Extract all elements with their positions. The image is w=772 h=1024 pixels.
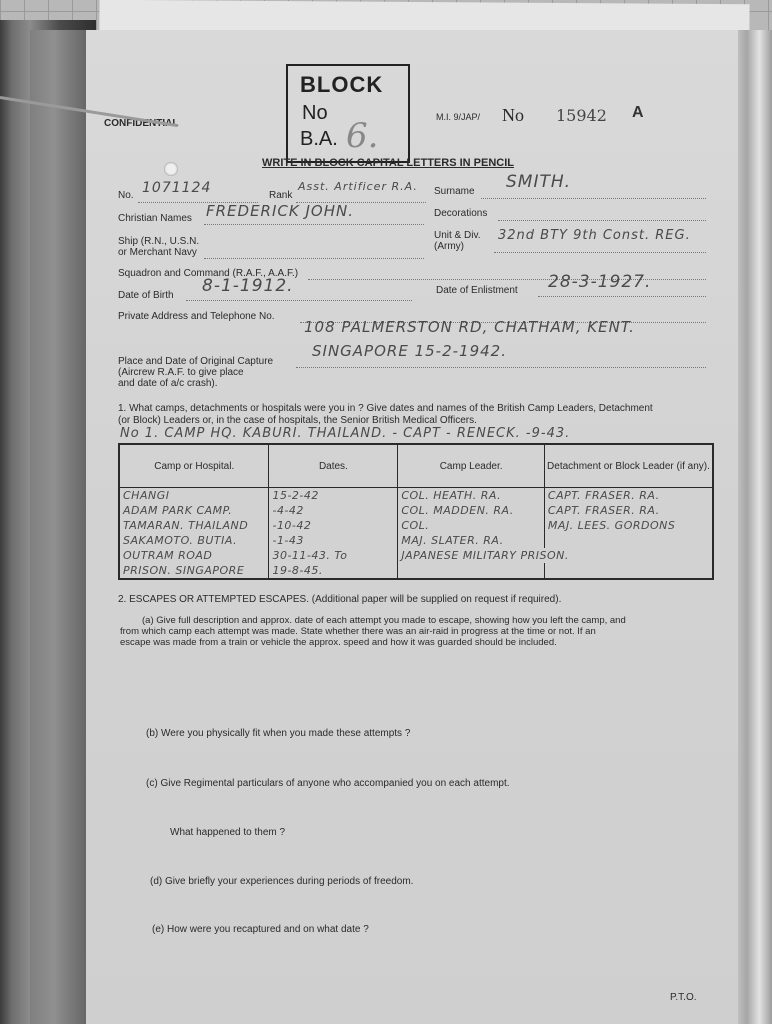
- q1-handwritten: No 1. CAMP HQ. KABURI. THAILAND. - CAPT - RENECK. -9-43.: [120, 426, 571, 441]
- enlistment-label: Date of Enlistment: [436, 285, 518, 296]
- cell: OUTRAM ROAD: [119, 548, 269, 563]
- christian-names-value: FREDERICK JOHN.: [206, 202, 354, 220]
- block-stamp-box: [286, 64, 410, 163]
- q2-e: (e) How were you recaptured and on what date ?: [152, 924, 369, 935]
- binder-pages: [30, 30, 90, 1024]
- enlistment-value: 28-3-1927.: [548, 272, 652, 292]
- surname-value: SMITH.: [506, 172, 572, 192]
- header-camp: Camp or Hospital.: [119, 444, 269, 488]
- cell: JAPANESE MILITARY PRISON.: [398, 548, 713, 563]
- form-sheet: [86, 30, 738, 1024]
- cell: MAJ. SLATER. RA.: [398, 533, 545, 548]
- decorations-label: Decorations: [434, 208, 488, 219]
- punch-hole: [164, 162, 178, 176]
- ship-label-2: or Merchant Navy: [118, 247, 197, 258]
- q2-c-followup: What happened to them ?: [170, 827, 286, 838]
- unit-label-1: Unit & Div.: [434, 230, 481, 241]
- header-detachment: Detachment or Block Leader (if any).: [544, 444, 713, 488]
- cell: CHANGI: [119, 488, 269, 504]
- cell: PRISON. SINGAPORE: [119, 563, 269, 579]
- q2-d: (d) Give briefly your experiences during periods of freedom.: [150, 876, 414, 887]
- block-no: No: [302, 102, 328, 124]
- table-row: [119, 548, 713, 563]
- capture-label-3: and date of a/c crash).: [118, 378, 218, 389]
- cell: CAPT. FRASER. RA.: [544, 488, 713, 504]
- q1-line-2: (or Block) Leaders or, in the case of hospitals, the Senior British Medical Officers.: [118, 415, 477, 426]
- q2-title: 2. ESCAPES OR ATTEMPTED ESCAPES. (Additional paper will be supplied on request if required).: [118, 594, 562, 605]
- capture-label-2: (Aircrew R.A.F. to give place: [118, 367, 244, 378]
- block-title: BLOCK: [300, 72, 384, 97]
- cell: [544, 563, 713, 579]
- cell: 19-8-45.: [269, 563, 398, 579]
- pto-label: P.T.O.: [670, 992, 697, 1003]
- table-row: [119, 563, 713, 579]
- table-row: [119, 533, 713, 548]
- cell: TAMARAN. THAILAND: [119, 518, 269, 533]
- cell: 30-11-43. To: [269, 548, 398, 563]
- table-row: [119, 503, 713, 518]
- instruction-text: WRITE IN BLOCK CAPITAL LETTERS IN PENCIL: [262, 157, 514, 169]
- cell: ADAM PARK CAMP.: [119, 503, 269, 518]
- cell: -4-42: [269, 503, 398, 518]
- header-dates: Dates.: [269, 444, 398, 488]
- cell: COL. HEATH. RA.: [398, 488, 545, 504]
- cell: 15-2-42: [269, 488, 398, 504]
- christian-names-label: Christian Names: [118, 213, 192, 224]
- rank-label: Rank: [269, 190, 293, 201]
- confidential-label: CONFIDENTIAL: [104, 118, 179, 129]
- cell: -1-43: [269, 533, 398, 548]
- table-row: [119, 518, 713, 533]
- address-value: 108 PALMERSTON RD, CHATHAM, KENT.: [304, 318, 635, 336]
- cell: SAKAMOTO. BUTIA.: [119, 533, 269, 548]
- serial-suffix: A: [632, 104, 644, 121]
- cell: CAPT. FRASER. RA.: [544, 503, 713, 518]
- q2-c: (c) Give Regimental particulars of anyone who accompanied you on each attempt.: [146, 778, 510, 789]
- squadron-label: Squadron and Command (R.A.F., A.A.F.): [118, 268, 299, 279]
- address-label: Private Address and Telephone No.: [118, 311, 275, 322]
- rank-value: Asst. Artificer R.A.: [298, 180, 418, 193]
- cell: [544, 533, 713, 548]
- ship-label-1: Ship (R.N., U.S.N.: [118, 236, 200, 247]
- serial-number: 15942: [556, 106, 607, 125]
- capture-label-1: Place and Date of Original Capture: [118, 356, 274, 367]
- dob-label: Date of Birth: [118, 290, 174, 301]
- q1-line-1: 1. What camps, detachments or hospitals were you in ? Give dates and names of the British Camp Leaders, Detachment: [118, 403, 653, 414]
- number-label: No: [502, 105, 524, 125]
- block-number: 6.: [346, 116, 379, 156]
- cell: -10-42: [269, 518, 398, 533]
- q2-a-line-1: (a) Give full description and approx. date of each attempt you made to escape, showing how you left the camp, and: [142, 615, 626, 626]
- table-row: [119, 488, 713, 504]
- q2-b: (b) Were you physically fit when you made these attempts ?: [146, 728, 411, 739]
- surname-label: Surname: [434, 186, 475, 197]
- unit-value: 32nd BTY 9th Const. REG.: [498, 228, 691, 243]
- no-label: No.: [118, 190, 134, 201]
- block-ba: B.A.: [300, 128, 338, 150]
- q2-a-line-2: from which camp each attempt was made. State whether there was an air-raid in progress at the time or not. If an: [120, 626, 596, 637]
- camps-table: [118, 443, 714, 580]
- cell: [398, 563, 545, 579]
- cell: COL.: [398, 518, 545, 533]
- capture-value: SINGAPORE 15-2-1942.: [312, 342, 507, 360]
- unit-label-2: (Army): [434, 241, 464, 252]
- form-reference: M.I. 9/JAP/: [436, 112, 481, 122]
- dob-value: 8-1-1912.: [202, 276, 294, 296]
- cell: COL. MADDEN. RA.: [398, 503, 545, 518]
- header-camp-leader: Camp Leader.: [398, 444, 545, 488]
- q2-a-line-3: escape was made from a train or vehicle the approx. speed and how it was guarded should be included.: [120, 637, 557, 648]
- cell: MAJ. LEES. GORDONS: [544, 518, 713, 533]
- no-value: 1071124: [142, 180, 212, 196]
